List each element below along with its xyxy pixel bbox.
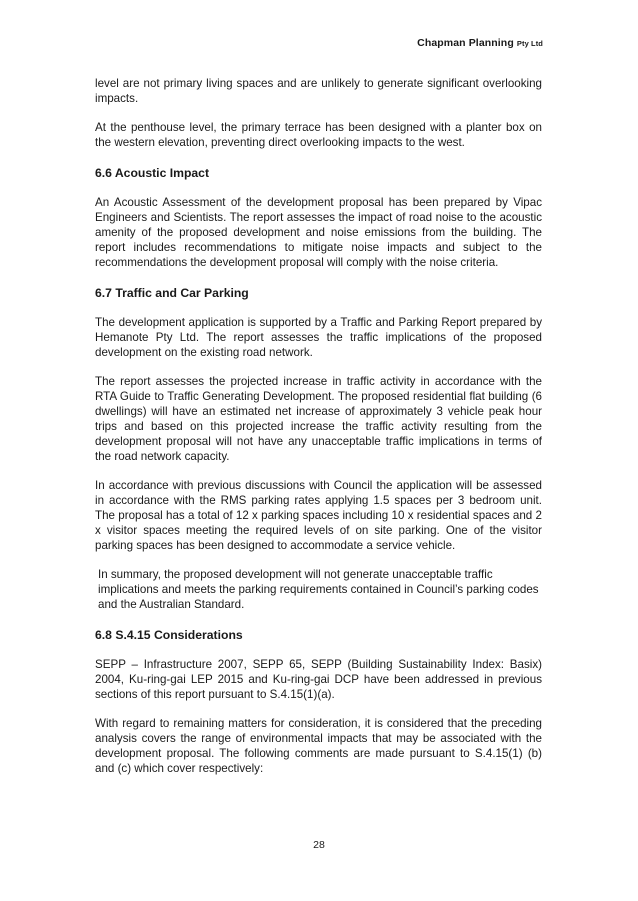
heading-acoustic-impact: 6.6 Acoustic Impact	[95, 166, 210, 180]
paragraph-traffic-3: In accordance with previous discussions with Council the application will be assessed in accordance with the RMS parking rates applying 1.5 spaces per 3 bedroom unit. The proposal has a total of 12 x parking spaces including 10 x residential spaces and 2 x visitor spaces meeting the required levels of on site parking. One of the visitor parking spaces has been designed to accommodate a service vehicle.	[95, 479, 542, 552]
paragraph-intro: level are not primary living spaces and are unlikely to generate significant overlooking impacts.	[95, 77, 542, 105]
paragraph-traffic-2: The report assesses the projected increase in traffic activity in accordance with the RTA Guide to Traffic Generating Development. The proposed residential flat building (6 dwellings) will have an estimated net increase of approximately 3 vehicle peak hour trips and based on this projected increase the traffic activity resulting from the development proposal will not have any unacceptable traffic implications in terms of the road network capacity.	[95, 375, 542, 463]
paragraph-traffic-4: In summary, the proposed development will not generate unacceptable traffic implications and meets the parking requirements contained in Council’s parking codes and the Australian Standard.	[98, 568, 539, 611]
page-number: 28	[313, 839, 325, 851]
heading-traffic-parking: 6.7 Traffic and Car Parking	[95, 286, 249, 300]
company-suffix: Pty Ltd	[516, 39, 543, 48]
document-body	[95, 76, 542, 776]
paragraph-considerations-2: With regard to remaining matters for consideration, it is considered that the preceding analysis covers the range of environmental impacts that may be associated with the development proposal. The following comments are made pursuant to S.4.15(1) (b) and (c) which cover respectively:	[95, 717, 542, 775]
header-company-name	[417, 37, 543, 49]
paragraph-considerations-1: SEPP – Infrastructure 2007, SEPP 65, SEPP (Building Sustainability Index: Basix) 2004, Ku-ring-gai LEP 2015 and Ku-ring-gai DCP have been addressed in previous sections of this report pursuant to S.4.15(1)(a).	[95, 658, 542, 701]
heading-s415-considerations: 6.8 S.4.15 Considerations	[95, 628, 243, 642]
paragraph-traffic-1: The development application is supported by a Traffic and Parking Report prepared by Hemanote Pty Ltd. The report assesses the traffic implications of the proposed development on the existing road network.	[95, 316, 542, 359]
paragraph-penthouse: At the penthouse level, the primary terrace has been designed with a planter box on the western elevation, preventing direct overlooking impacts to the west.	[95, 121, 542, 149]
company-name: Chapman Planning	[417, 37, 514, 49]
paragraph-acoustic: An Acoustic Assessment of the development proposal has been prepared by Vipac Engineers and Scientists. The report assesses the impact of road noise to the acoustic amenity of the proposed development and noise emissions from the building. The report includes recommendations to mitigate noise impacts and subject to the recommendations the development proposal will comply with the noise criteria.	[95, 196, 542, 269]
